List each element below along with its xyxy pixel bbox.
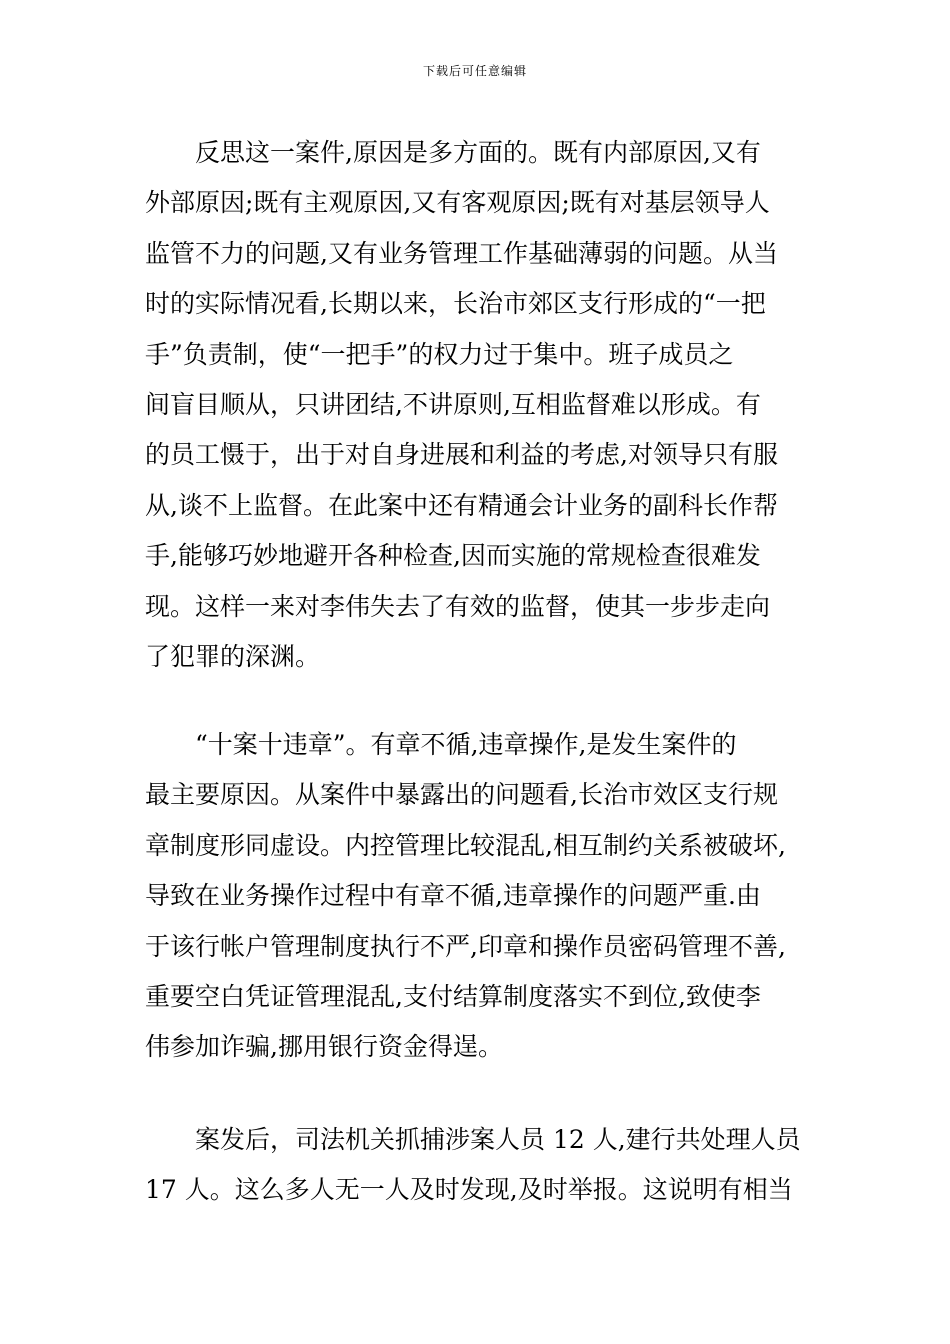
text-line: 案发后，司法机关抓捕涉案人员 12 人,建行共处理人员 [145, 1125, 801, 1154]
text-line: 现。这样一来对李伟失去了有效的监督，使其一步步走向 [145, 591, 771, 621]
text-line: 导致在业务操作过程中有章不循,违章操作的问题严重.由 [145, 881, 761, 911]
paragraph-aftermath [145, 1115, 810, 1216]
page-header: 下载后可任意编辑 [422, 64, 527, 78]
text-line: 外部原因;既有主观原因,又有客观原因;既有对基层领导人 [145, 188, 770, 218]
text-line: 重要空白凭证管理混乱,支付结算制度落实不到位,致使李 [145, 981, 761, 1011]
paragraph-reflection [145, 128, 810, 682]
text-line: 反思这一案件,原因是多方面的。既有内部原因,又有 [145, 138, 761, 167]
text-line: 17 人。这么多人无一人及时发现,及时举报。这说明有相当 [145, 1175, 793, 1205]
text-line: 章制度形同虚设。内控管理比较混乱,相互制约关系被破坏, [145, 830, 786, 860]
text-line: 于该行帐户管理制度执行不严,印章和操作员密码管理不善, [145, 931, 786, 961]
text-line: 伟参加诈骗,挪用银行资金得逞。 [145, 1032, 503, 1062]
text-line: 监管不力的问题,又有业务管理工作基础薄弱的问题。从当 [145, 238, 778, 268]
text-line: 的员工慑于，出于对自身进展和利益的考虑,对领导只有服 [145, 440, 778, 470]
text-line: 了犯罪的深渊。 [145, 641, 321, 671]
text-line: “十案十违章”。有章不循,违章操作,是发生案件的 [145, 730, 737, 759]
text-line: 时的实际情况看,长期以来，长治市郊区支行形成的“一把 [145, 289, 766, 319]
paragraph-violations [145, 720, 810, 1073]
text-line: 最主要原因。从案件中暴露出的问题看,长治市效区支行规 [145, 780, 778, 810]
text-line: 从,谈不上监督。在此案中还有精通会计业务的副科长作帮 [145, 490, 778, 520]
text-line: 手”负责制，使“一把手”的权力过于集中。班子成员之 [145, 339, 734, 369]
text-line: 手,能够巧妙地避开各种检查,因而实施的常规检查很难发 [145, 541, 761, 571]
text-line: 间盲目顺从，只讲团结,不讲原则,互相监督难以形成。有 [145, 389, 761, 419]
